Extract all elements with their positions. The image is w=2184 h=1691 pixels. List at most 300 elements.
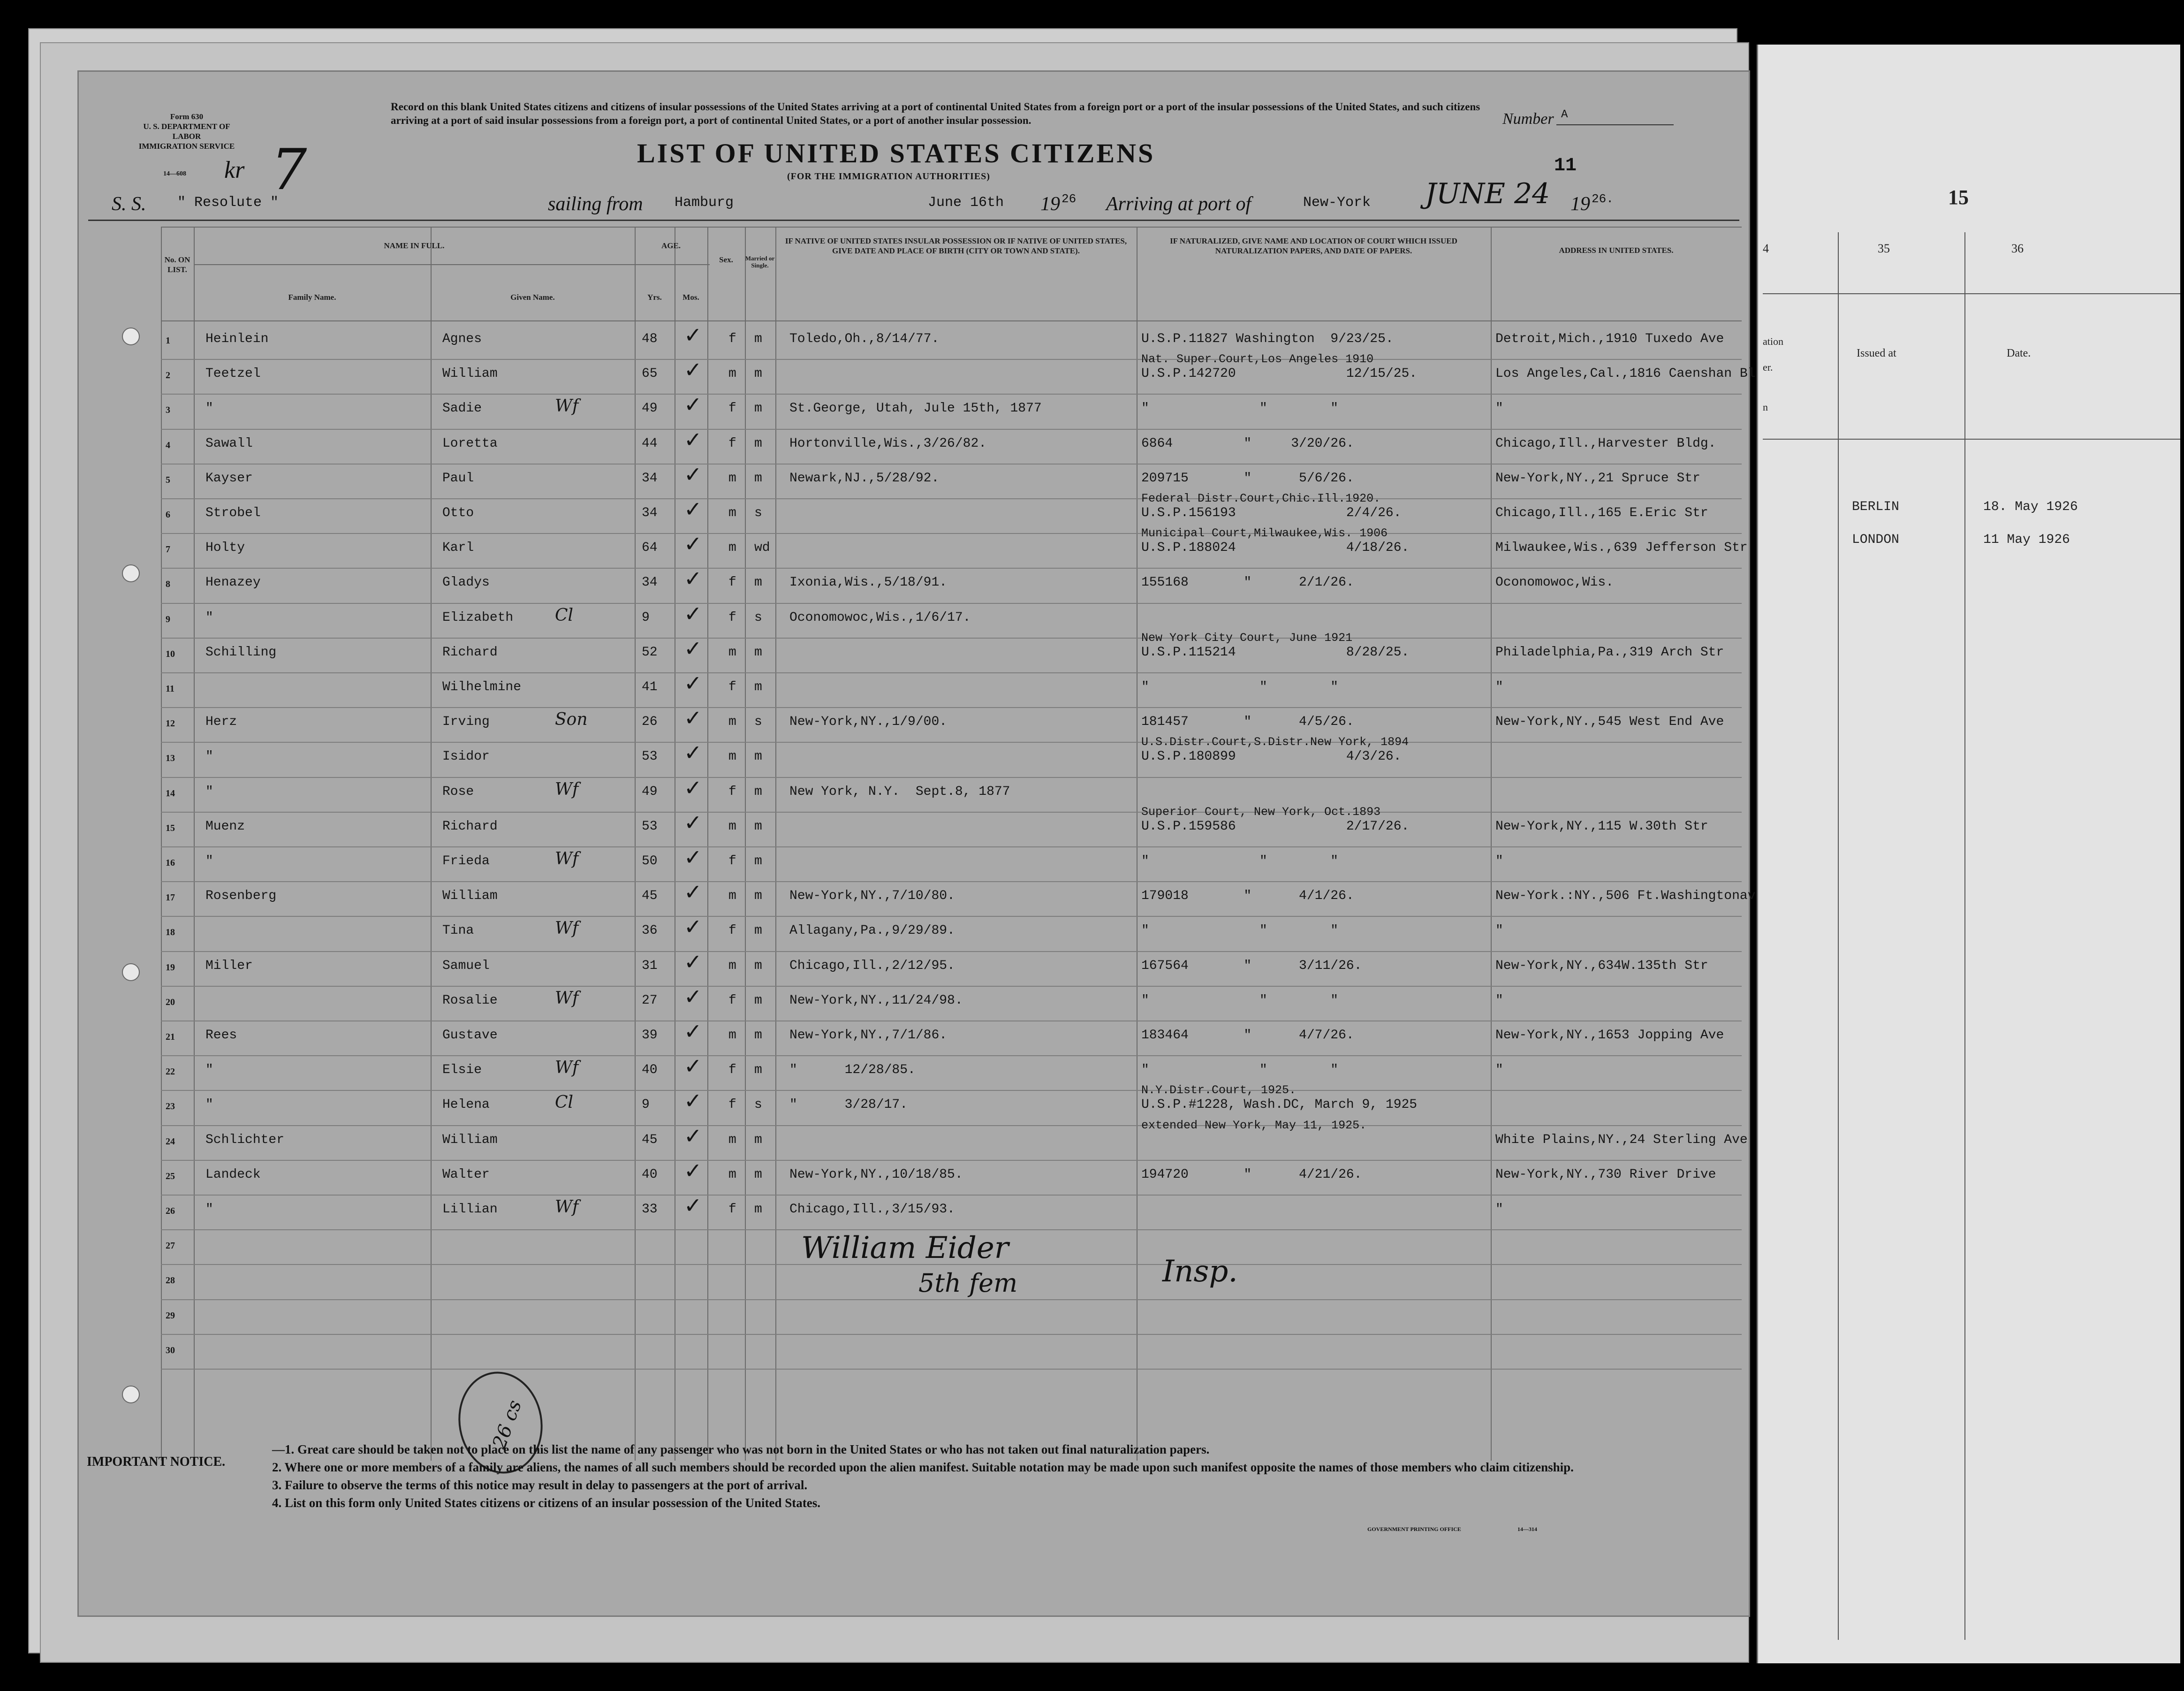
marital-status: m [754, 749, 762, 764]
marital-status: m [754, 958, 762, 973]
us-address: New-York,NY.,1653 Jopping Ave [1495, 1028, 1724, 1043]
issued-place: LONDON [1852, 533, 1899, 547]
given-name: Samuel [442, 958, 490, 973]
row-number: 14 [166, 788, 175, 799]
naturalization-record: U.S.P.115214 8/28/25. [1141, 645, 1410, 660]
family-name: Strobel [205, 506, 261, 520]
row-number: 9 [166, 614, 170, 625]
handwritten-ref-number: 7 [271, 137, 307, 203]
family-name: Schlichter [205, 1132, 285, 1147]
divider [1763, 439, 2180, 440]
us-address: Chicago,Ill.,Harvester Bldg. [1495, 436, 1716, 451]
arriving-label: Arriving at port of [1106, 193, 1251, 215]
table-rule [161, 320, 1742, 321]
relationship-mark: Wf [555, 1058, 579, 1078]
sailing-date: June 16th [928, 195, 1004, 211]
table-row [161, 879, 1756, 917]
age-years: 52 [642, 645, 658, 660]
adjacent-header-label: ation [1763, 335, 1783, 347]
us-address: New-York,NY.,545 West End Ave [1495, 715, 1724, 730]
notice-items [272, 1440, 1679, 1512]
issued-date: 11 May 1926 [1983, 533, 2070, 547]
table-row [161, 631, 1742, 674]
table-row [161, 601, 1742, 639]
row-number: 15 [166, 823, 175, 833]
relationship-mark: Wf [555, 988, 579, 1008]
check-mark-icon: ✓ [684, 461, 702, 487]
divider [1838, 232, 1839, 1640]
check-mark-icon: ✓ [684, 322, 702, 348]
birth-place-date: New-York,NY.,10/18/85. [789, 1167, 963, 1182]
marital-status: m [754, 1202, 762, 1217]
binder-hole [122, 963, 140, 981]
table-row [161, 526, 1748, 569]
age-years: 31 [642, 958, 658, 973]
age-years: 45 [642, 1132, 658, 1147]
relationship-mark: Wf [555, 396, 579, 416]
naturalization-record: 209715 " 5/6/26. [1141, 471, 1354, 486]
marital-status: m [754, 401, 762, 416]
check-mark-icon: ✓ [684, 914, 702, 940]
birth-place-date: Newark,NJ.,5/28/92. [789, 471, 940, 486]
check-mark-icon: ✓ [684, 566, 702, 592]
us-address: " [1495, 923, 1503, 938]
sex: f [728, 680, 736, 694]
us-address: Philadelphia,Pa.,319 Arch Str [1495, 645, 1724, 660]
check-mark-icon: ✓ [684, 357, 702, 383]
birth-place-date: New-York,NY.,1/9/00. [789, 715, 948, 730]
birth-place-date: St.George, Utah, Jule 15th, 1877 [789, 401, 1042, 416]
birth-place-date: New-York,NY.,11/24/98. [789, 993, 963, 1008]
given-name: Rose [442, 784, 474, 799]
binder-hole [122, 328, 140, 345]
check-mark-icon: ✓ [684, 1193, 702, 1218]
us-address: Milwaukee,Wis.,639 Jefferson Str [1495, 541, 1748, 556]
ss-label: S. S. [112, 193, 146, 215]
adjacent-page-number: 15 [1948, 186, 1969, 209]
age-years: 48 [642, 332, 658, 346]
marital-status: m [754, 680, 762, 694]
departure-port: Hamburg [675, 195, 734, 211]
birth-place-date: Allagany,Pa.,9/29/89. [789, 923, 955, 938]
table-row [161, 427, 1742, 465]
family-name: Miller [205, 958, 253, 973]
relationship-mark: Cl [555, 605, 574, 625]
relationship-mark: Wf [555, 779, 579, 799]
table-rule [194, 264, 710, 265]
sex: f [728, 1202, 736, 1217]
naturalization-record: U.S.P.180899 4/3/26. [1141, 749, 1402, 764]
us-address: Detroit,Mich.,1910 Tuxedo Ave [1495, 332, 1724, 346]
marital-status: wd [754, 541, 770, 556]
given-name: Frieda [442, 854, 490, 868]
family-name: Landeck [205, 1167, 261, 1182]
sailing-year: 26 [1062, 192, 1077, 206]
birth-place-date: New-York,NY.,7/10/80. [789, 889, 955, 904]
adjacent-header-label: n [1763, 401, 1768, 413]
col-header-married: Married or Single. [745, 255, 775, 269]
us-address: New-York.:NY.,506 Ft.Washingtonav [1495, 889, 1756, 904]
sailing-year-prefix: 19 [1040, 193, 1060, 215]
table-row [161, 1053, 1742, 1091]
us-address: " [1495, 993, 1503, 1008]
marital-status: s [754, 715, 762, 730]
naturalization-record: " " " [1141, 854, 1339, 868]
marital-status: m [754, 854, 762, 868]
row-number: 21 [166, 1032, 175, 1042]
naturalization-record: " " " [1141, 993, 1339, 1008]
family-name: Heinlein [205, 332, 269, 346]
family-name: " [205, 401, 213, 416]
document-subtitle: (FOR THE IMMIGRATION AUTHORITIES) [787, 171, 990, 182]
sex: f [728, 1063, 736, 1078]
sex: m [728, 715, 736, 730]
table-row [161, 670, 1742, 708]
table-rule [161, 227, 1742, 228]
birth-place-date: " 3/28/17. [789, 1097, 908, 1112]
ship-name: " Resolute " [177, 195, 279, 211]
given-name: Wilhelmine [442, 680, 522, 694]
table-row [161, 805, 1742, 848]
relationship-mark: Wf [555, 919, 579, 938]
naturalization-court: Federal Distr.Court,Chic.Ill.1920. [1141, 492, 1381, 505]
check-mark-icon: ✓ [684, 531, 702, 557]
given-name: Lillian [442, 1202, 498, 1217]
marital-status: m [754, 575, 762, 590]
page-number: 11 [1554, 155, 1577, 176]
marital-status: m [754, 1132, 762, 1147]
given-name: Richard [442, 819, 498, 834]
col-34-header: 4 [1763, 242, 1769, 255]
marital-status: m [754, 923, 762, 938]
birth-place-date: New York, N.Y. Sept.8, 1877 [789, 784, 1010, 799]
row-number: 22 [166, 1066, 175, 1077]
table-row [161, 847, 1742, 883]
row-number: 19 [166, 962, 175, 973]
marital-status: s [754, 1097, 762, 1112]
table-row [161, 1193, 1742, 1231]
row-number: 20 [166, 997, 175, 1007]
naturalization-court: extended New York, May 11, 1925. [1141, 1118, 1367, 1132]
age-years: 44 [642, 436, 658, 451]
department-name: U. S. DEPARTMENT OF LABOR [143, 122, 230, 141]
marital-status: m [754, 645, 762, 660]
adjacent-page [1757, 45, 2180, 1663]
sex: m [728, 889, 736, 904]
naturalization-record: 179018 " 4/1/26. [1141, 889, 1354, 904]
naturalization-court: Nat. Super.Court,Los Angeles 1910 [1141, 352, 1374, 366]
age-years: 64 [642, 541, 658, 556]
number-value: A [1561, 108, 1568, 121]
binder-hole [122, 1386, 140, 1403]
form-block [137, 112, 236, 151]
naturalization-record: " " " [1141, 923, 1339, 938]
us-address: Chicago,Ill.,165 E.Eric Str [1495, 506, 1708, 520]
naturalization-court: Municipal Court,Milwaukee,Wis. 1906 [1141, 526, 1388, 541]
family-name: Teetzel [205, 366, 261, 381]
col-header-family: Family Name. [288, 293, 336, 302]
naturalization-record: U.S.P.11827 Washington 9/23/25. [1141, 332, 1394, 346]
family-name: Herz [205, 715, 237, 730]
sex: f [728, 610, 736, 625]
given-name: William [442, 889, 498, 904]
manifest-sheet [77, 70, 1756, 1617]
form-code: 14—608 [163, 170, 186, 177]
row-number: 7 [166, 544, 170, 555]
check-mark-icon: ✓ [684, 496, 702, 522]
col-36-header: 36 [2011, 242, 2024, 255]
table-row [161, 949, 1742, 987]
divider [1763, 293, 2180, 294]
table-row [161, 914, 1742, 952]
age-years: 9 [642, 610, 650, 625]
us-address: " [1495, 401, 1503, 416]
col-header-birth: IF NATIVE OF UNITED STATES INSULAR POSSESSION OR IF NATIVE OF UNITED STATES, GIVE DATE AND PLACE OF BIRTH (CITY OR TOWN AND STATE). [785, 236, 1127, 255]
col-header-given: Given Name. [510, 293, 555, 302]
sex: m [728, 506, 736, 520]
family-name: Holty [205, 541, 245, 556]
table-row [161, 1021, 1742, 1057]
marital-status: m [754, 1063, 762, 1078]
relationship-mark: Wf [555, 1197, 579, 1217]
age-years: 41 [642, 680, 658, 694]
family-name: Muenz [205, 819, 245, 834]
row-number: 27 [166, 1241, 175, 1251]
sex: f [728, 575, 736, 590]
notice-item: 4. List on this form only United States citizens or citizens of an insular possession of the United States. [272, 1496, 821, 1510]
age-years: 34 [642, 471, 658, 486]
family-name: Schilling [205, 645, 277, 660]
naturalization-court: N.Y.Distr.Court, 1925. [1141, 1083, 1297, 1097]
marital-status: m [754, 332, 762, 346]
marital-status: m [754, 366, 762, 381]
given-name: Paul [442, 471, 474, 486]
check-mark-icon: ✓ [684, 949, 702, 975]
us-address: Los Angeles,Cal.,1816 Caenshan Bl [1495, 366, 1756, 381]
naturalization-record: U.S.P.142720 12/15/25. [1141, 366, 1418, 381]
given-name: Elizabeth [442, 610, 514, 625]
age-years: 53 [642, 749, 658, 764]
sex: m [728, 366, 736, 381]
birth-place-date: Hortonville,Wis.,3/26/82. [789, 436, 987, 451]
sex: f [728, 436, 736, 451]
naturalization-record: 183464 " 4/7/26. [1141, 1028, 1354, 1043]
naturalization-record: 155168 " 2/1/26. [1141, 575, 1354, 590]
family-name: Kayser [205, 471, 253, 486]
given-name: Helena [442, 1097, 490, 1112]
table-row [161, 461, 1742, 500]
us-address: Oconomowoc,Wis. [1495, 575, 1614, 590]
given-name: William [442, 366, 498, 381]
printer-code: 14—314 [1517, 1526, 1537, 1532]
check-mark-icon: ✓ [684, 1019, 702, 1044]
birth-place-date: " 12/28/85. [789, 1063, 916, 1078]
table-row [161, 1158, 1742, 1196]
naturalization-record: 6864 " 3/20/26. [1141, 436, 1354, 451]
row-number: 13 [166, 753, 175, 764]
stamp-text: 26 cs [488, 1397, 526, 1452]
age-years: 53 [642, 819, 658, 834]
given-name: Rosalie [442, 993, 498, 1008]
row-number: 3 [166, 405, 170, 416]
check-mark-icon: ✓ [684, 601, 702, 626]
table-row [161, 1083, 1742, 1126]
row-number: 5 [166, 474, 170, 485]
table-row [161, 1300, 1742, 1335]
record-instructions: Record on this blank United States citizens and citizens of insular possessions of the United States arriving at a port of continental United States from a foreign port or a port of the insular possessions of the United States, and such citizens arriving at a port of said insular possessions from a foreign port, a port of continental United States, or a port of another insular possession. [391, 101, 1480, 126]
given-name: William [442, 1132, 498, 1147]
family-name: Rosenberg [205, 889, 277, 904]
col-header-age: AGE. [661, 241, 681, 250]
naturalization-record: 167564 " 3/11/26. [1141, 958, 1362, 973]
service-name: IMMIGRATION SERVICE [138, 142, 235, 151]
given-name: Elsie [442, 1063, 482, 1078]
check-mark-icon: ✓ [684, 1088, 702, 1114]
issued-place: BERLIN [1852, 500, 1899, 514]
age-years: 26 [642, 715, 658, 730]
family-name: " [205, 1063, 213, 1078]
family-name: " [205, 784, 213, 799]
date-header: Date. [2007, 347, 2031, 359]
birth-place-date: Ixonia,Wis.,5/18/91. [789, 575, 948, 590]
notice-label: IMPORTANT NOTICE. [87, 1455, 226, 1469]
sex: m [728, 749, 736, 764]
row-number: 8 [166, 579, 170, 590]
check-mark-icon: ✓ [684, 983, 702, 1009]
age-years: 34 [642, 506, 658, 520]
sex: f [728, 993, 736, 1008]
family-name: " [205, 749, 213, 764]
us-address: " [1495, 1063, 1503, 1078]
col-header-mos: Mos. [682, 293, 699, 302]
family-name: " [205, 854, 213, 868]
sex: m [728, 819, 736, 834]
family-name: Rees [205, 1028, 237, 1043]
us-address: New-York,NY.,21 Spruce Str [1495, 471, 1700, 486]
naturalization-record: U.S.P.159586 2/17/26. [1141, 819, 1410, 834]
age-years: 49 [642, 784, 658, 799]
number-underline [1556, 124, 1674, 125]
sex: m [728, 1132, 736, 1147]
age-years: 9 [642, 1097, 650, 1112]
sex: f [728, 923, 736, 938]
naturalization-record: 181457 " 4/5/26. [1141, 715, 1354, 730]
arrival-date: JUNE 24 [1425, 177, 1550, 210]
us-address: White Plains,NY.,24 Sterling Ave [1495, 1132, 1748, 1147]
sex: m [728, 1028, 736, 1043]
sex: m [728, 645, 736, 660]
col-header-name: NAME IN FULL. [384, 241, 445, 250]
col-header-naturalized: IF NATURALIZED, GIVE NAME AND LOCATION OF COURT WHICH ISSUED NATURALIZATION PAPERS, AND DATE OF PAPERS. [1170, 236, 1457, 255]
check-mark-icon: ✓ [684, 1158, 702, 1183]
adjacent-header-label: er. [1763, 361, 1773, 373]
given-name: Loretta [442, 436, 498, 451]
sex: m [728, 471, 736, 486]
check-mark-icon: ✓ [684, 392, 702, 418]
printer-credit: GOVERNMENT PRINTING OFFICE [1367, 1526, 1461, 1532]
col-header-no: No. ON LIST. [164, 255, 190, 274]
sex: f [728, 784, 736, 799]
birth-place-date: Oconomowoc,Wis.,1/6/17. [789, 610, 971, 625]
given-name: Richard [442, 645, 498, 660]
inspector-signature: William Eider [801, 1231, 1009, 1265]
given-name: Otto [442, 506, 474, 520]
table-row [161, 705, 1742, 743]
marital-status: m [754, 819, 762, 834]
age-years: 40 [642, 1063, 658, 1078]
given-name: Sadie [442, 401, 482, 416]
age-years: 36 [642, 923, 658, 938]
naturalization-record: " " " [1141, 680, 1339, 694]
sex: f [728, 1097, 736, 1112]
row-number: 25 [166, 1171, 175, 1181]
col-header-sex: Sex. [719, 255, 733, 264]
check-mark-icon: ✓ [684, 635, 702, 661]
us-address: New-York,NY.,730 River Drive [1495, 1167, 1716, 1182]
marital-status: s [754, 506, 762, 520]
sex: f [728, 854, 736, 868]
age-years: 40 [642, 1167, 658, 1182]
row-number: 30 [166, 1345, 175, 1356]
row-number: 2 [166, 370, 170, 381]
given-name: Gladys [442, 575, 490, 590]
family-name: " [205, 610, 213, 625]
marital-status: m [754, 471, 762, 486]
given-name: Karl [442, 541, 474, 556]
us-address: " [1495, 854, 1503, 868]
inspector-signature-note: 5th fem [918, 1268, 1018, 1298]
relationship-mark: Cl [555, 1093, 574, 1112]
birth-place-date: Toledo,Oh.,8/14/77. [789, 332, 940, 346]
check-mark-icon: ✓ [684, 1053, 702, 1079]
table-row [161, 1335, 1742, 1370]
table-row [161, 735, 1742, 778]
naturalization-court: New York City Court, June 1921 [1141, 631, 1353, 645]
row-number: 4 [166, 440, 170, 450]
notice-item: 3. Failure to observe the terms of this notice may result in delay to passengers at the port of arrival. [272, 1478, 808, 1492]
table-row [161, 566, 1742, 604]
table-row [161, 392, 1742, 430]
birth-place-date: New-York,NY.,7/1/86. [789, 1028, 948, 1043]
check-mark-icon: ✓ [684, 775, 702, 800]
row-number: 24 [166, 1136, 175, 1147]
col-header-address: ADDRESS IN UNITED STATES. [1559, 246, 1674, 255]
check-mark-icon: ✓ [684, 427, 702, 452]
naturalization-record: U.S.P.156193 2/4/26. [1141, 506, 1402, 520]
us-address: " [1495, 680, 1503, 694]
given-name: Walter [442, 1167, 490, 1182]
age-years: 49 [642, 401, 658, 416]
binder-hole [122, 564, 140, 582]
row-number: 23 [166, 1101, 175, 1112]
row-number: 1 [166, 335, 170, 346]
sex: m [728, 541, 736, 556]
naturalization-record: " " " [1141, 401, 1339, 416]
form-number: Form 630 [170, 112, 204, 121]
given-name: Tina [442, 923, 474, 938]
row-number: 6 [166, 510, 170, 520]
arrival-port: New-York [1303, 195, 1371, 211]
table-row [161, 983, 1742, 1022]
us-address: New-York,NY.,634W.135th Str [1495, 958, 1708, 973]
age-years: 65 [642, 366, 658, 381]
naturalization-record: U.S.P.188024 4/18/26. [1141, 541, 1410, 556]
birth-place-date: Chicago,Ill.,3/15/93. [789, 1202, 955, 1217]
family-name: " [205, 1097, 213, 1112]
row-number: 16 [166, 858, 175, 868]
check-mark-icon: ✓ [684, 845, 702, 870]
handwritten-ref-kr: kr [224, 157, 245, 183]
